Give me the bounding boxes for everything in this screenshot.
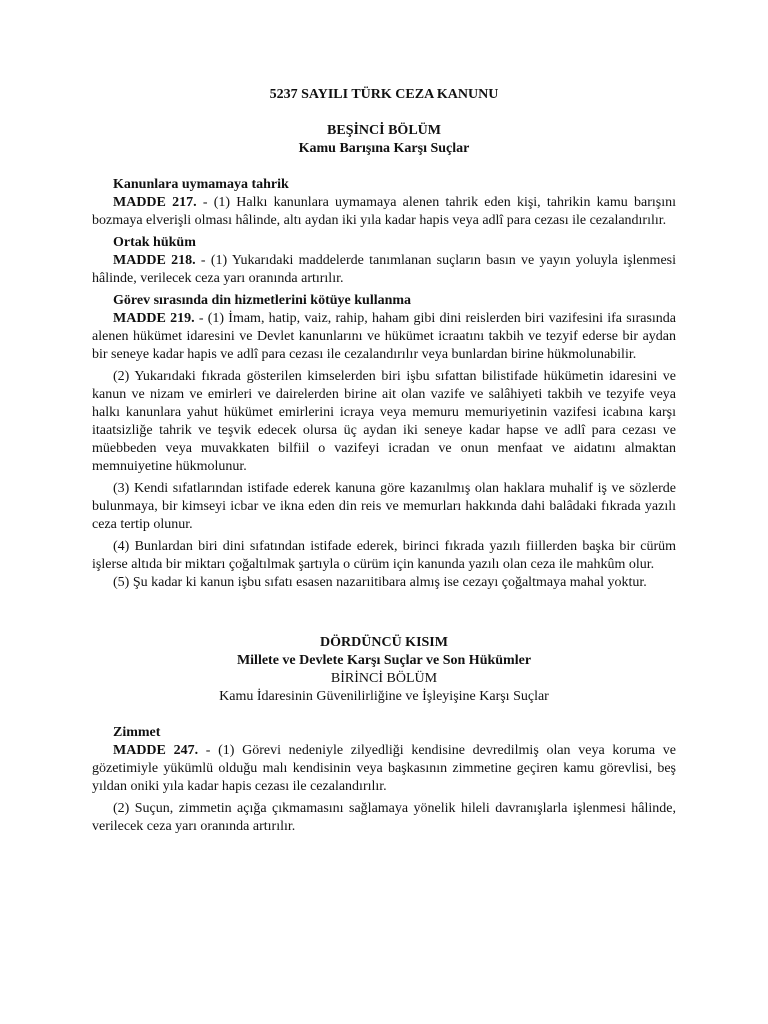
article-paragraph [92, 194, 676, 230]
paragraph-text: - (1) İmam, hatip, vaiz, rahip, haham gibi dini reislerden biri vazifesini ifa sırasında alenen hükümet idaresini ve Devlet kanunlarını ve hükümet icraatını takbih ve tezyif ederse bir aydan bir seneye kadar hapis ve adlî para cezası ile cezalandırılır veya bunlardan birine hükmolunabilir. [92, 311, 676, 362]
part-heading: DÖRDÜNCÜ KISIM [320, 635, 448, 650]
article-title: Ortak hüküm [113, 235, 196, 250]
paragraph-text: (4) Bunlardan biri dini sıfatından istifade ederek, birinci fıkrada yazılı fiillerden başka bir cürüm işlerse altıda bir miktarı çoğaltılmak şartıyla o cürüm için kanunda yazılı olan ceza ile mahkûm olur. [92, 539, 676, 572]
article-title: Zimmet [113, 725, 161, 740]
paragraph-text: - (1) Görevi nedeniyle zilyedliği kendisine devredilmiş olan veya koruma ve gözetimiyle yükümlü olduğu malı kendisinin veya başkasının zimmetine geçiren kamu görevlisi, beş yıldan oniki yıla kadar hapis cezası ile cezalandırılır. [92, 743, 677, 794]
paragraph-text: (5) Şu kadar ki kanun işbu sıfatı esasen nazarıitibara almış ise cezayı çoğaltmaya mahal yoktur. [113, 575, 647, 590]
article-paragraph [92, 368, 676, 476]
paragraph-text: - (1) Yukarıdaki maddelerde tanımlanan suçların basın ve yayın yoluyla işlenmesi hâlinde, verilecek ceza yarı oranında artırılır. [92, 253, 676, 286]
article-219 [92, 292, 676, 592]
article-number: MADDE 218. [113, 253, 196, 268]
article-number: MADDE 247. [113, 743, 199, 758]
document-title: 5237 SAYILI TÜRK CEZA KANUNU [269, 87, 499, 102]
article-paragraph [92, 742, 676, 796]
article-paragraph [92, 480, 676, 534]
part-subheading: Millete ve Devlete Karşı Suçlar ve Son Hükümler [236, 653, 532, 668]
article-title: Görev sırasında din hizmetlerini kötüye kullanma [113, 293, 412, 308]
article-247 [92, 724, 676, 836]
article-paragraph [92, 800, 676, 836]
paragraph-text: - (1) Halkı kanunlara uymamaya alenen tahrik eden kişi, tahrikin kamu barışını bozmaya elverişli olması hâlinde, altı aydan iki yıla kadar hapis veya adlî para cezası ile cezalandırılır. [92, 195, 676, 228]
section-heading: BEŞİNCİ BÖLÜM [327, 123, 441, 138]
paragraph-text: (2) Yukarıdaki fıkrada gösterilen kimselerden biri işbu sıfattan bilistifade hükümetin idaresini ve kanun ve nizam ve emirleri ve dairelerden birine ait olan vazife ve salâhiyeti takbih ve tezyife veya halkı kanunlara yahut hükümet emirlerini icraya veya memuru memuriyetinin vazifesi icabına karşı itaatsizliğe tahrik ve teşvik edecek olursa üç aydan iki seneye kadar hapse ve adlî para cezası ve müebbeden veya muvakkaten bilfiil o vazifeyi icradan ve onun menfaat ve aidatını almaktan memnuiyetine hükmolunur. [92, 369, 676, 474]
article-paragraph [92, 252, 676, 288]
paragraph-text: (2) Suçun, zimmetin açığa çıkmamasını sağlamaya yönelik hileli davranışlarla işlenmesi hâlinde, verilecek ceza yarı oranında artırılır. [92, 801, 676, 834]
article-number: MADDE 219. [113, 311, 195, 326]
paragraph-text: (3) Kendi sıfatlarından istifade ederek kanuna göre kazanılmış olan haklara muhalif iş ve sözlerde bulunmaya, bir kimseyi icbar ve ikna eden din reis ve memurları hakkında dahi balâdaki fıkrada yazılı ceza tertip olunur. [92, 481, 676, 532]
article-paragraph [92, 310, 676, 364]
division-heading: BİRİNCİ BÖLÜM [330, 671, 438, 686]
section-subheading: Kamu Barışına Karşı Suçlar [298, 141, 470, 156]
article-title: Kanunlara uymamaya tahrik [113, 177, 289, 192]
article-number: MADDE 217. [113, 195, 197, 210]
article-217 [92, 176, 676, 230]
division-subheading: Kamu İdaresinin Güvenilirliğine ve İşleyişine Karşı Suçlar [219, 689, 549, 704]
article-218 [92, 234, 676, 288]
article-paragraph [92, 538, 676, 574]
article-paragraph [92, 574, 676, 592]
